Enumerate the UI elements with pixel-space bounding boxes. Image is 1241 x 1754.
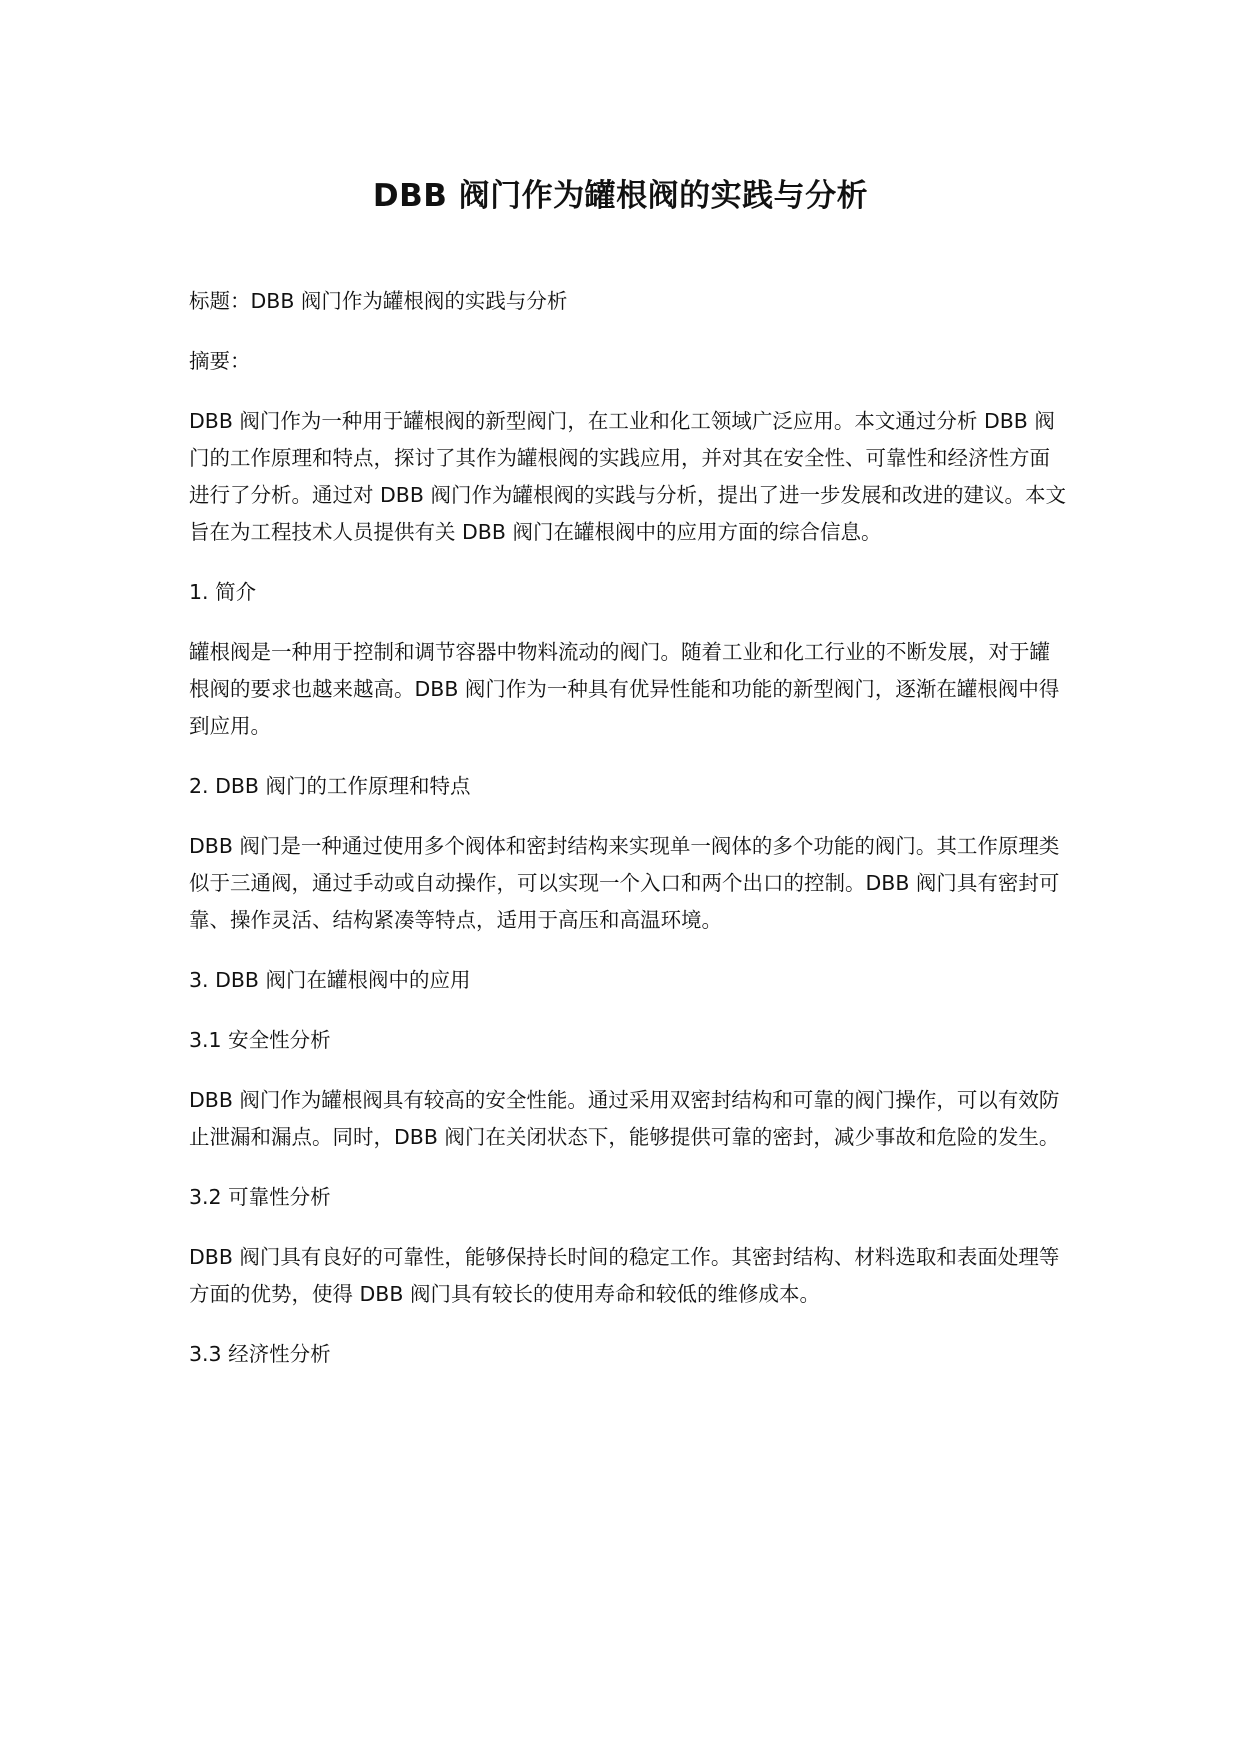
abstract-label: 摘要： xyxy=(189,349,251,373)
section-body-safety: DBB 阀门作为罐根阀具有较高的安全性能。通过采用双密封结构和可靠的阀门操作，可以有效防止泄漏和漏点。同时，DBB 阀门在关闭状态下，能够提供可靠的密封，减少事故和危险的发生。 xyxy=(189,1088,1060,1149)
document-title: DBB 阀门作为罐根阀的实践与分析 xyxy=(372,178,869,214)
section-heading-safety: 3.1 安全性分析 xyxy=(189,1028,331,1052)
section-body-principle: DBB 阀门是一种通过使用多个阀体和密封结构来实现单一阀体的多个功能的阀门。其工作原理类似于三通阀，通过手动或自动操作，可以实现一个入口和两个出口的控制。DBB 阀门具有密封可靠、操作灵活、结构紧凑等特点，适用于高压和高温环境。 xyxy=(189,834,1060,932)
section-heading-principle: 2. DBB 阀门的工作原理和特点 xyxy=(189,774,471,798)
section-body-intro: 罐根阀是一种用于控制和调节容器中物料流动的阀门。随着工业和化工行业的不断发展，对于罐根阀的要求也越来越高。DBB 阀门作为一种具有优异性能和功能的新型阀门，逐渐在罐根阀中得到应用。 xyxy=(189,640,1060,738)
section-heading-economy: 3.3 经济性分析 xyxy=(189,1342,331,1366)
section-body-reliability: DBB 阀门具有良好的可靠性，能够保持长时间的稳定工作。其密封结构、材料选取和表面处理等方面的优势，使得 DBB 阀门具有较长的使用寿命和较低的维修成本。 xyxy=(189,1245,1060,1306)
section-heading-reliability: 3.2 可靠性分析 xyxy=(189,1185,331,1209)
section-heading-intro: 1. 简介 xyxy=(189,580,257,604)
document-body xyxy=(189,283,1069,1396)
subtitle-line: 标题：DBB 阀门作为罐根阀的实践与分析 xyxy=(189,289,568,313)
section-heading-application: 3. DBB 阀门在罐根阀中的应用 xyxy=(189,968,471,992)
abstract-text: DBB 阀门作为一种用于罐根阀的新型阀门，在工业和化工领域广泛应用。本文通过分析 DBB 阀门的工作原理和特点，探讨了其作为罐根阀的实践应用，并对其在安全性、可靠性和经济性方面进行了分析。通过对 DBB 阀门作为罐根阀的实践与分析，提出了进一步发展和改进的建议。本文旨在为工程技术人员提供有关 DBB 阀门在罐根阀中的应用方面的综合信息。 xyxy=(189,409,1066,544)
